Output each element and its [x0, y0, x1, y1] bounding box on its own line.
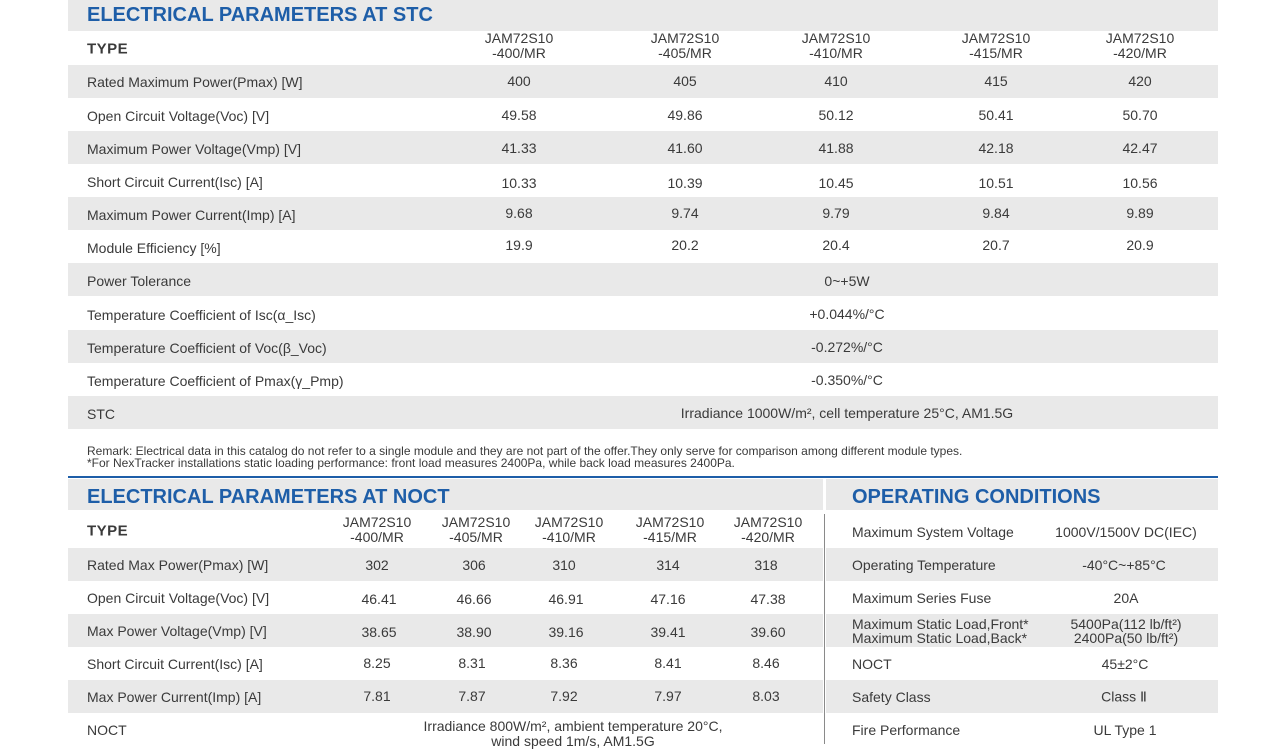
- noct-row-label: Short Circuit Current(Isc) [A]: [87, 656, 263, 672]
- section-divider: [68, 476, 1218, 478]
- column-divider: [824, 514, 825, 744]
- stc-span-cell: -0.272%/°C: [811, 339, 883, 355]
- stc-model-header: JAM72S10 -415/MR: [961, 30, 1031, 61]
- stc-cell: 10.39: [667, 175, 703, 191]
- stc-row-label: Short Circuit Current(Isc) [A]: [87, 174, 263, 190]
- stc-cell: 50.12: [818, 107, 854, 123]
- operating-value-static-load: 5400Pa(112 lb/ft²) 2400Pa(50 lb/ft²): [1070, 616, 1182, 646]
- noct-cell: 7.97: [654, 688, 682, 704]
- noct-cell: 7.92: [550, 688, 578, 704]
- noct-cell: 46.91: [548, 591, 584, 607]
- noct-title: ELECTRICAL PARAMETERS AT NOCT: [87, 486, 450, 508]
- stc-span-cell: Irradiance 1000W/m², cell temperature 25°C, AM1.5G: [680, 405, 1014, 421]
- stc-cell: 415: [984, 73, 1008, 89]
- operating-label: Operating Temperature: [852, 557, 996, 573]
- noct-row-label: Max Power Voltage(Vmp) [V]: [87, 623, 267, 639]
- stc-cell: 50.41: [978, 107, 1014, 123]
- noct-cell: 306: [462, 557, 486, 573]
- stc-title: ELECTRICAL PARAMETERS AT STC: [87, 4, 433, 26]
- stc-model-header: JAM72S10 -420/MR: [1105, 30, 1175, 61]
- stc-span-cell: -0.350%/°C: [811, 372, 883, 388]
- noct-condition-cell: Irradiance 800W/m², ambient temperature 20°C, wind speed 1m/s, AM1.5G: [423, 718, 723, 749]
- stc-cell: 9.74: [671, 205, 699, 221]
- noct-cell: 7.87: [458, 688, 486, 704]
- stc-cell: 41.88: [818, 140, 854, 156]
- noct-cell: 8.41: [654, 655, 682, 671]
- stc-cell: 19.9: [505, 237, 533, 253]
- stc-row-label: Module Efficiency [%]: [87, 240, 221, 256]
- noct-cell: 38.65: [361, 624, 397, 640]
- operating-value: UL Type 1: [1093, 722, 1157, 738]
- stc-span-cell: +0.044%/°C: [809, 306, 885, 322]
- operating-value: 45±2°C: [1101, 656, 1149, 672]
- noct-cell: 8.31: [458, 655, 486, 671]
- noct-model-header: JAM72S10 -420/MR: [733, 514, 803, 545]
- stc-cell: 20.7: [982, 237, 1010, 253]
- noct-cell: 8.25: [363, 655, 391, 671]
- stc-cell: 20.9: [1126, 237, 1154, 253]
- noct-cell: 46.41: [361, 591, 397, 607]
- operating-value: -40°C~+85°C: [1082, 557, 1166, 573]
- row-band: [68, 263, 1218, 296]
- operating-value: Class Ⅱ: [1101, 688, 1147, 705]
- noct-cell: 46.66: [456, 591, 492, 607]
- stc-cell: 20.4: [822, 237, 850, 253]
- stc-cell: 9.84: [982, 205, 1010, 221]
- noct-type-label: TYPE: [87, 522, 129, 540]
- noct-cell: 47.38: [750, 591, 786, 607]
- operating-label: Maximum Series Fuse: [852, 590, 992, 606]
- stc-cell: 10.56: [1122, 175, 1158, 191]
- stc-row-label: Temperature Coefficient of Isc(α_Isc): [87, 307, 316, 323]
- stc-cell: 9.68: [505, 205, 533, 221]
- noct-row-label: Max Power Current(Imp) [A]: [87, 689, 262, 705]
- stc-row-label: Temperature Coefficient of Voc(β_Voc): [87, 340, 327, 356]
- stc-row-label: STC: [87, 406, 115, 422]
- noct-cell: 310: [552, 557, 576, 573]
- stc-row-label: Maximum Power Voltage(Vmp) [V]: [87, 141, 301, 157]
- noct-model-header: JAM72S10 -400/MR: [342, 514, 412, 545]
- operating-value: 20A: [1113, 590, 1139, 606]
- noct-model-header: JAM72S10 -405/MR: [441, 514, 511, 545]
- noct-cell: 8.36: [550, 655, 578, 671]
- operating-label-static-load: Maximum Static Load,Front* Maximum Static Load,Back*: [852, 616, 1029, 646]
- stc-row-label: Temperature Coefficient of Pmax(γ_Pmp): [87, 373, 344, 389]
- stc-cell: 420: [1128, 73, 1152, 89]
- stc-row-label: Maximum Power Current(Imp) [A]: [87, 207, 296, 223]
- stc-cell: 49.86: [667, 107, 703, 123]
- stc-model-header: JAM72S10 -410/MR: [801, 30, 871, 61]
- stc-cell: 41.33: [501, 140, 537, 156]
- stc-cell: 41.60: [667, 140, 703, 156]
- stc-cell: 9.89: [1126, 205, 1154, 221]
- noct-cell: 7.81: [363, 688, 391, 704]
- remark-line: *For NexTracker installations static loading performance: front load measures 2400Pa, while back load measures 2400Pa.: [87, 456, 735, 470]
- noct-cell: 302: [365, 557, 389, 573]
- remark-line: Remark: Electrical data in this catalog do not refer to a single module and they are not part of the offer.They only serve for comparison among different module types.: [87, 444, 963, 458]
- stc-cell: 10.45: [818, 175, 854, 191]
- stc-cell: 10.51: [978, 175, 1014, 191]
- stc-row-label: Power Tolerance: [87, 273, 192, 289]
- noct-cell: 39.41: [650, 624, 686, 640]
- stc-cell: 42.47: [1122, 140, 1158, 156]
- noct-model-header: JAM72S10 -410/MR: [534, 514, 604, 545]
- row-band: [68, 396, 1218, 429]
- stc-model-header: JAM72S10 -405/MR: [650, 30, 720, 61]
- noct-model-header: JAM72S10 -415/MR: [635, 514, 705, 545]
- stc-cell: 9.79: [822, 205, 850, 221]
- stc-cell: 50.70: [1122, 107, 1158, 123]
- noct-cell: 314: [656, 557, 680, 573]
- operating-label: Maximum System Voltage: [852, 524, 1014, 540]
- noct-cell: 8.46: [752, 655, 780, 671]
- noct-cell: 8.03: [752, 688, 780, 704]
- noct-cell: 39.60: [750, 624, 786, 640]
- stc-cell: 42.18: [978, 140, 1014, 156]
- stc-type-label: TYPE: [87, 40, 129, 58]
- operating-value: 1000V/1500V DC(IEC): [1055, 524, 1197, 540]
- stc-span-cell: 0~+5W: [824, 273, 870, 289]
- stc-cell: 49.58: [501, 107, 537, 123]
- operating-label: Safety Class: [852, 689, 931, 705]
- stc-cell: 10.33: [501, 175, 537, 191]
- stc-model-header: JAM72S10 -400/MR: [484, 30, 554, 61]
- operating-label: NOCT: [852, 656, 892, 672]
- noct-row-label: NOCT: [87, 722, 127, 738]
- stc-cell: 400: [507, 73, 531, 89]
- noct-row-label: Open Circuit Voltage(Voc) [V]: [87, 590, 270, 606]
- stc-cell: 20.2: [671, 237, 699, 253]
- stc-row-label: Rated Maximum Power(Pmax) [W]: [87, 74, 303, 90]
- noct-cell: 318: [754, 557, 778, 573]
- noct-row-label: Rated Max Power(Pmax) [W]: [87, 557, 269, 573]
- noct-cell: 39.16: [548, 624, 584, 640]
- stc-row-label: Open Circuit Voltage(Voc) [V]: [87, 108, 270, 124]
- stc-cell: 410: [824, 73, 848, 89]
- noct-cell: 47.16: [650, 591, 686, 607]
- noct-cell: 38.90: [456, 624, 492, 640]
- stc-cell: 405: [673, 73, 697, 89]
- operating-label: Fire Performance: [852, 722, 961, 738]
- operating-title: OPERATING CONDITIONS: [852, 486, 1101, 508]
